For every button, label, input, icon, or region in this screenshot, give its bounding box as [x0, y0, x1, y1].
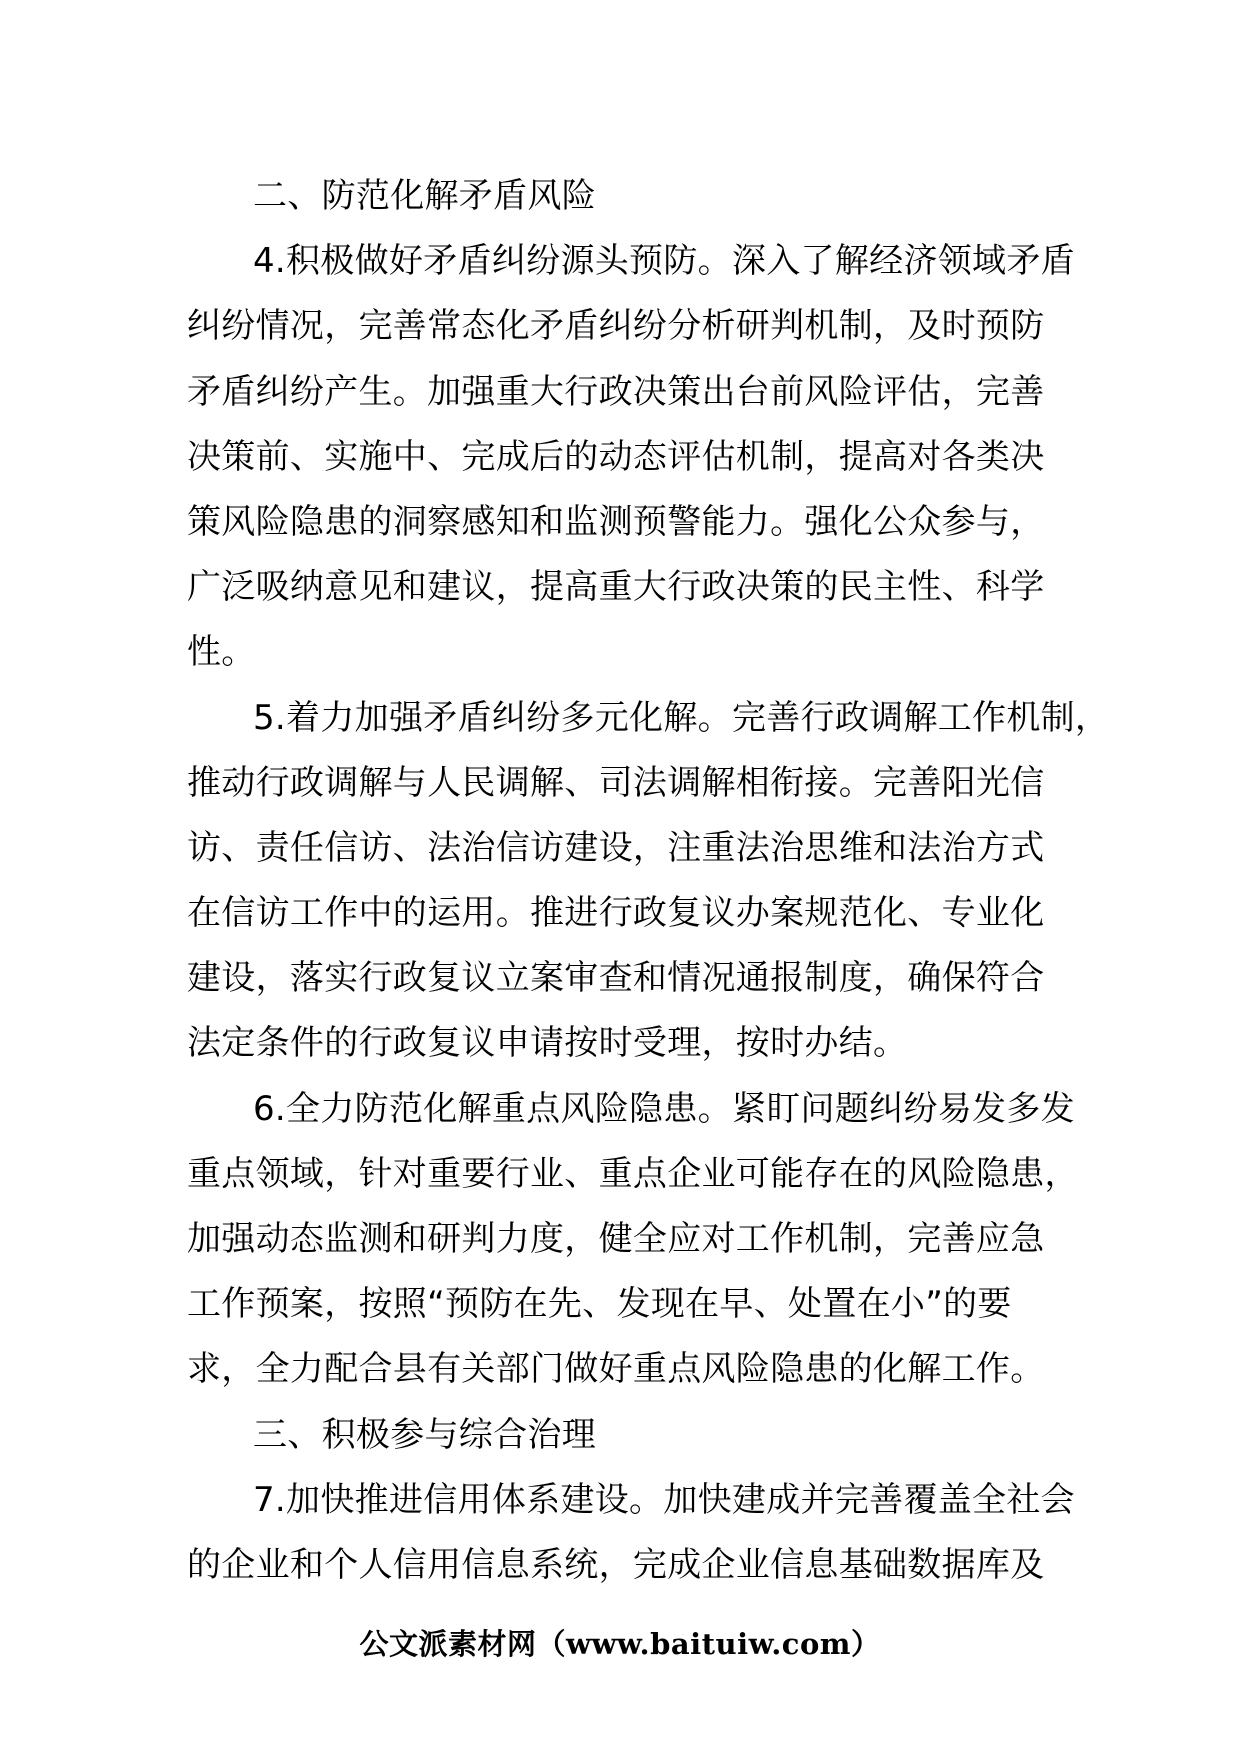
paragraph-line: 工作预案，按照“预防在先、发现在早、处置在小”的要 — [187, 1284, 1012, 1325]
paragraph-line: 6.全力防范化解重点风险隐患。紧盯问题纠纷易发多发 — [253, 1088, 1075, 1129]
document-body — [187, 164, 1110, 1598]
paragraph-line: 求，全力配合县有关部门做好重点风险隐患的化解工作。 — [187, 1349, 1045, 1390]
paragraph-line: 5.着力加强矛盾纠纷多元化解。完善行政调解工作机制， — [253, 697, 1110, 738]
paragraph-line: 4.积极做好矛盾纠纷源头预防。深入了解经济领域矛盾 — [253, 241, 1075, 282]
section-heading: 二、防范化解矛盾风险 — [253, 176, 596, 216]
footer-watermark: 公文派素材网（www.baituiw.com） — [359, 1627, 881, 1661]
paragraph-line: 纠纷情况，完善常态化矛盾纠纷分析研判机制，及时预防 — [187, 306, 1045, 347]
paragraph-line: 加强动态监测和研判力度，健全应对工作机制，完善应急 — [187, 1219, 1045, 1259]
paragraph-line: 法定条件的行政复议申请按时受理，按时办结。 — [187, 1023, 908, 1064]
paragraph-line: 性。 — [187, 632, 256, 673]
paragraph-line: 在信访工作中的运用。推进行政复议办案规范化、专业化 — [187, 893, 1045, 934]
section-heading: 三、积极参与综合治理 — [253, 1414, 596, 1455]
paragraph-line: 决策前、实施中、完成后的动态评估机制，提高对各类决 — [187, 436, 1045, 477]
paragraph-line: 矛盾纠纷产生。加强重大行政决策出台前风险评估，完善 — [187, 371, 1045, 412]
paragraph-line: 推动行政调解与人民调解、司法调解相衔接。完善阳光信 — [187, 762, 1045, 803]
paragraph-line: 重点领域，针对重要行业、重点企业可能存在的风险隐患， — [187, 1153, 1079, 1194]
paragraph-line: 策风险隐患的洞察感知和监测预警能力。强化公众参与， — [187, 501, 1045, 542]
paragraph-line: 7.加快推进信用体系建设。加快建成并完善覆盖全社会 — [253, 1479, 1075, 1520]
paragraph-line: 建设，落实行政复议立案审查和情况通报制度，确保符合 — [187, 958, 1045, 999]
paragraph-line: 的企业和个人信用信息系统，完成企业信息基础数据库及 — [187, 1544, 1045, 1585]
paragraph-line: 广泛吸纳意见和建议，提高重大行政决策的民主性、科学 — [187, 567, 1045, 608]
paragraph-line: 访、责任信访、法治信访建设，注重法治思维和法治方式 — [187, 827, 1045, 868]
